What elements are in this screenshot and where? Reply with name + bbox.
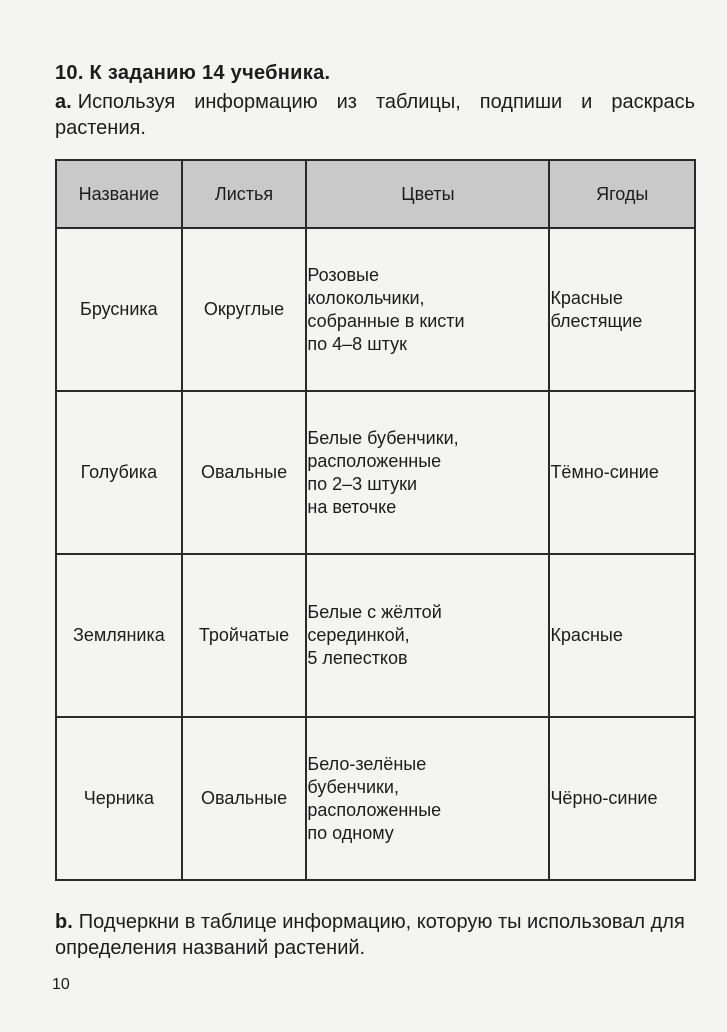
header-name: Название <box>56 160 182 228</box>
task-part-b-letter: b. <box>55 911 73 933</box>
cell-leaves: Округлые <box>182 228 307 391</box>
table-row <box>56 554 695 717</box>
task-part-a <box>55 89 695 141</box>
cell-flowers: Розовые колокольчики, собранные в кисти по 4–8 штук <box>306 228 549 391</box>
cell-leaves: Тройчатые <box>182 554 307 717</box>
task-heading: 10. К заданию 14 учебника. <box>55 62 331 84</box>
cell-name: Брусника <box>56 228 182 391</box>
plants-table <box>55 159 696 881</box>
cell-leaves: Овальные <box>182 717 307 880</box>
table-row <box>56 228 695 391</box>
cell-leaves: Овальные <box>182 391 307 554</box>
page-number: 10 <box>52 976 70 993</box>
cell-berries: Красные блестящие <box>549 228 695 391</box>
cell-berries: Чёрно-синие <box>549 717 695 880</box>
header-flowers: Цветы <box>306 160 549 228</box>
table-header-row <box>56 160 695 228</box>
cell-name: Голубика <box>56 391 182 554</box>
table-row <box>56 391 695 554</box>
cell-flowers: Бело-зелёные бубенчики, расположенные по одному <box>306 717 549 880</box>
cell-name: Земляника <box>56 554 182 717</box>
table-row <box>56 717 695 880</box>
cell-flowers: Белые с жёлтой серединкой, 5 лепестков <box>306 554 549 717</box>
header-leaves: Листья <box>182 160 307 228</box>
task-part-a-text: Используя информацию из таблицы, подпиши и раскрась растения. <box>55 91 695 139</box>
task-part-b-text: Подчеркни в таблице информацию, которую ты использовал для определения названий растений. <box>55 911 685 959</box>
cell-berries: Тёмно-синие <box>549 391 695 554</box>
header-berries: Ягоды <box>549 160 695 228</box>
task-part-a-letter: a. <box>55 91 72 113</box>
task-part-b <box>55 909 695 961</box>
cell-name: Черника <box>56 717 182 880</box>
cell-berries: Красные <box>549 554 695 717</box>
cell-flowers: Белые бубенчики, расположенные по 2–3 штуки на веточке <box>306 391 549 554</box>
